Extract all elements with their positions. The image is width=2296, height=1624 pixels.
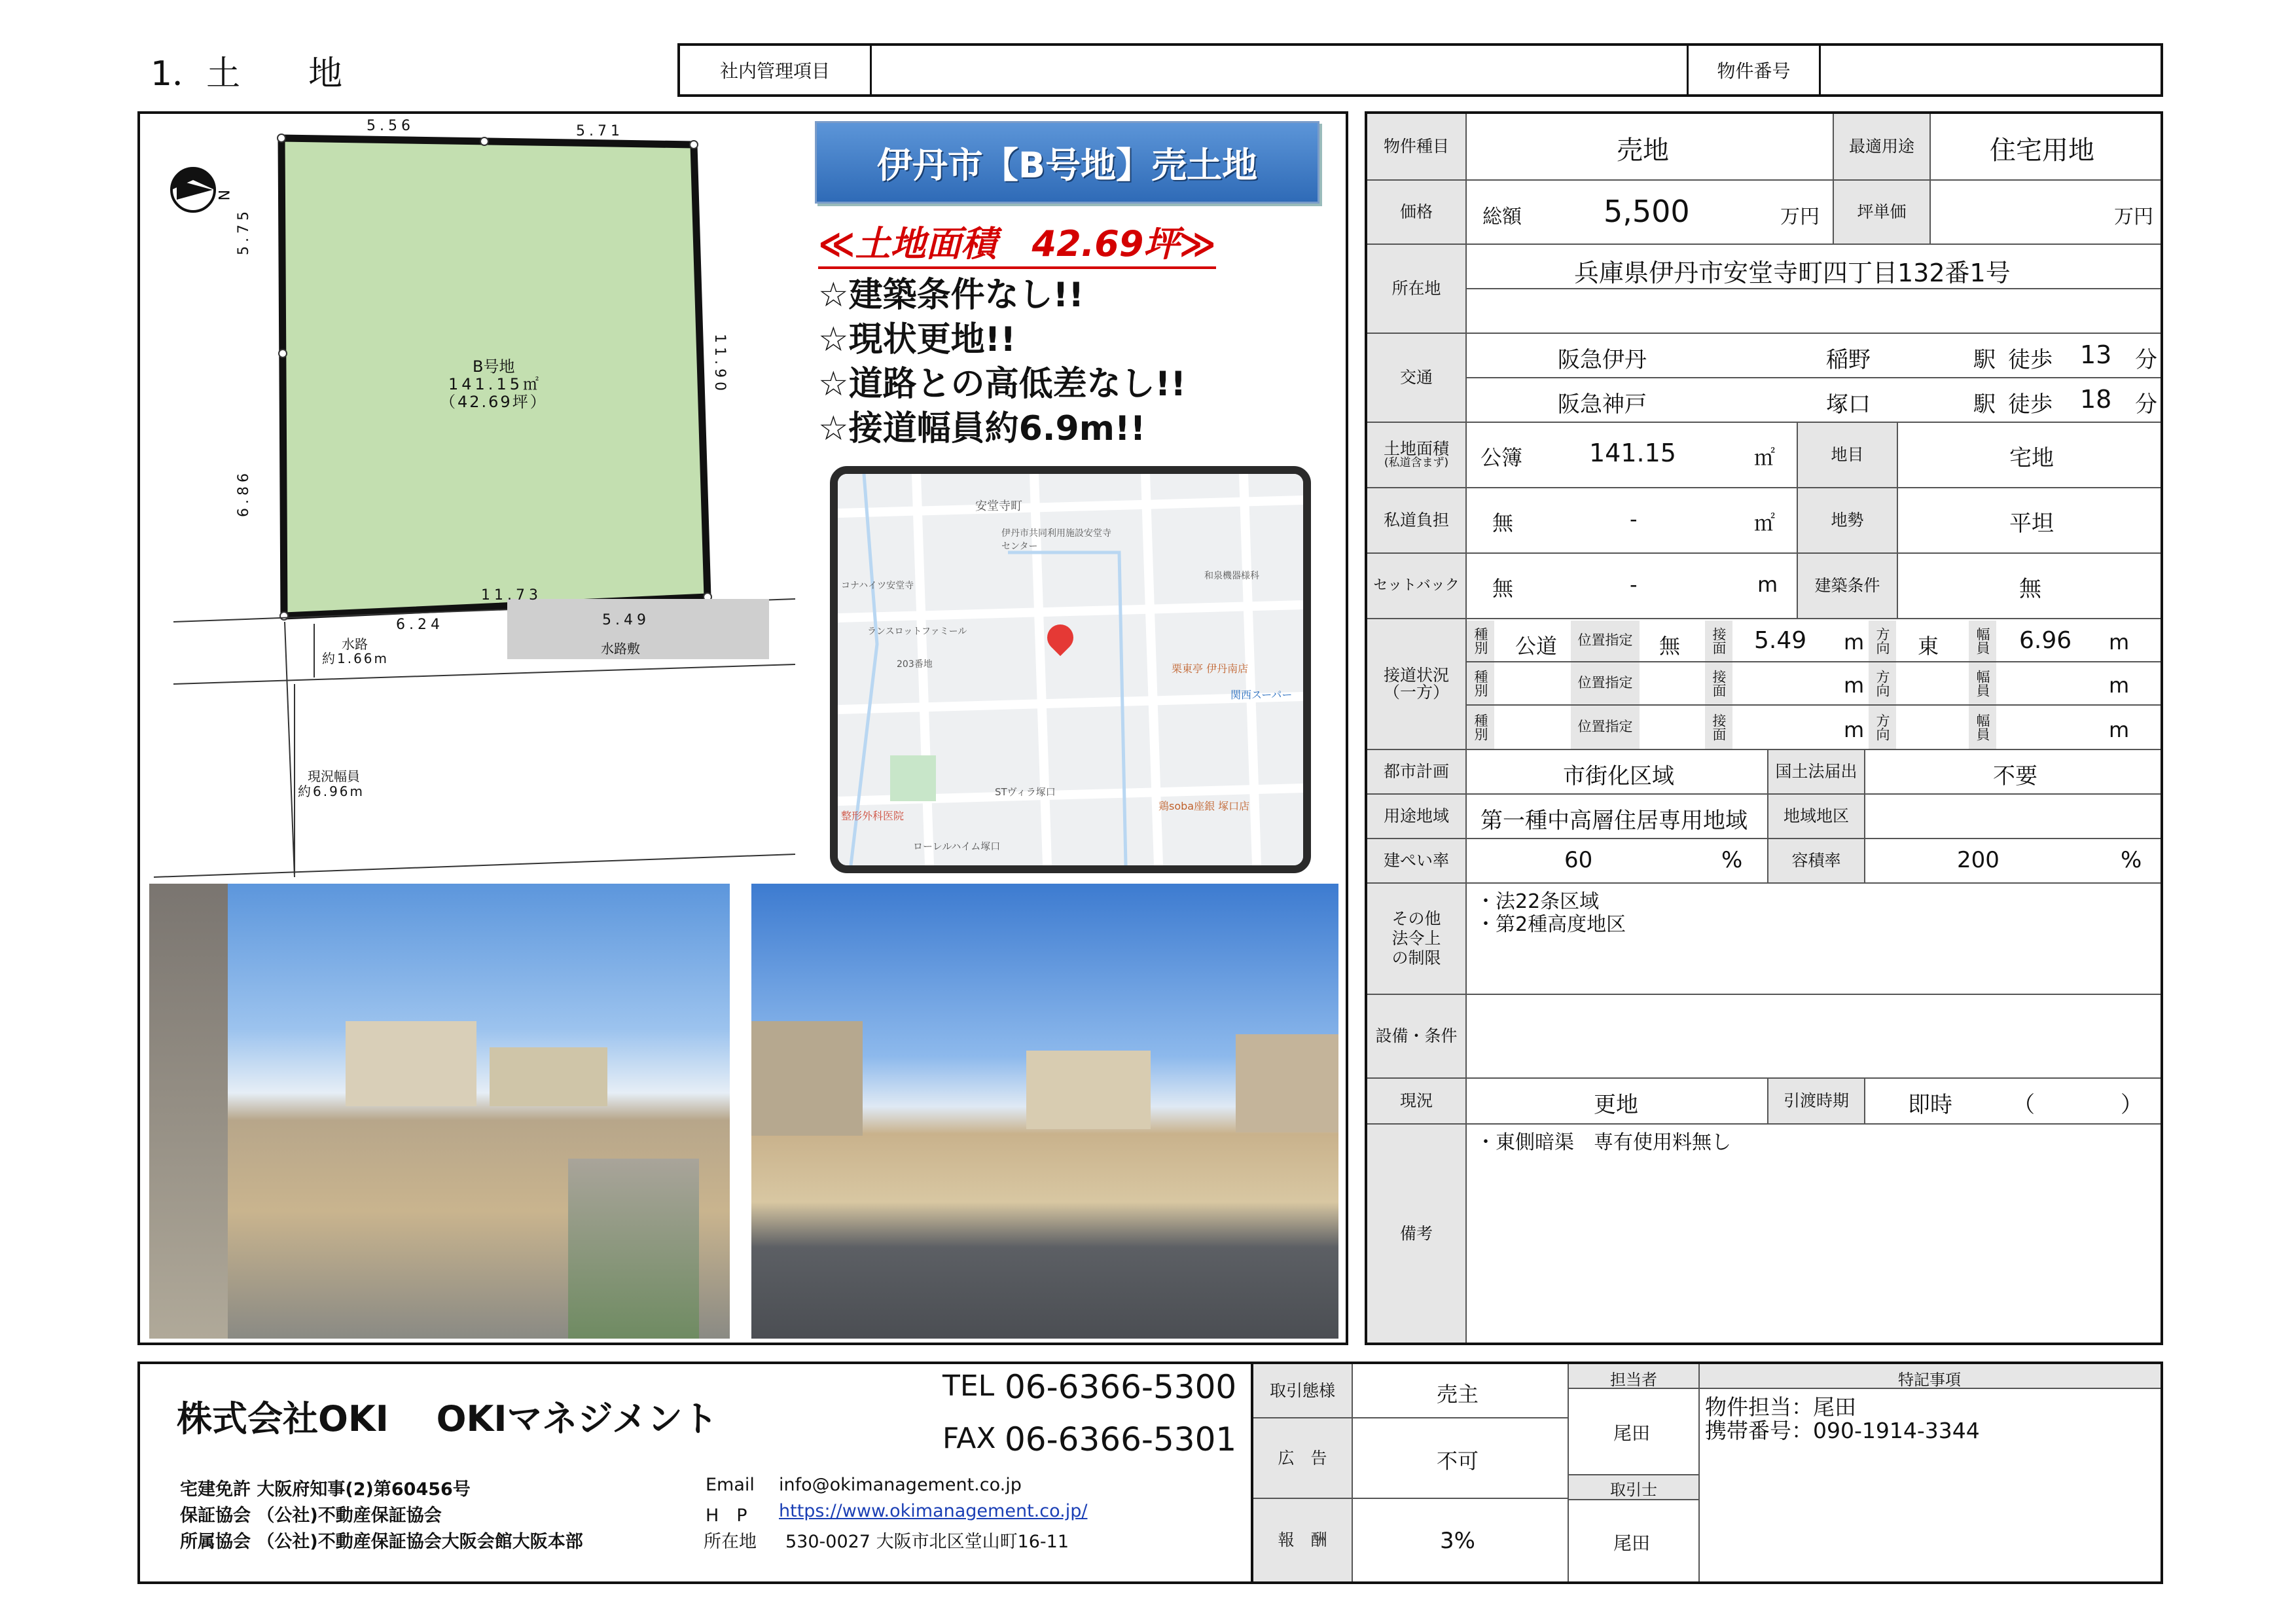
row-line xyxy=(1367,749,2161,750)
road-dir-label-2: 方向 xyxy=(1869,662,1896,704)
staff-label: 担当者 xyxy=(1610,1371,1657,1389)
waterway-width: 約1.66m xyxy=(322,651,389,666)
row-line xyxy=(1367,1123,2161,1125)
private-road-value: 無 xyxy=(1492,511,1514,535)
row-line xyxy=(1367,333,2161,334)
status-label: 現況 xyxy=(1367,1079,1465,1123)
private-road-label: 私道負担 xyxy=(1367,488,1465,552)
row-line xyxy=(1367,1077,2161,1079)
road-width-unit-2: m xyxy=(2109,673,2130,698)
row-line xyxy=(1367,244,2161,245)
row-line xyxy=(1367,882,2161,884)
private-road-dash: - xyxy=(1630,507,1638,532)
road-kind-1: 公道 xyxy=(1515,634,1558,659)
property-no-value[interactable] xyxy=(1821,46,2161,94)
address-label: 所在地 xyxy=(704,1532,757,1552)
bcr-label: 建ぺい率 xyxy=(1367,839,1465,882)
lot-name: B号地 xyxy=(473,357,515,376)
photo-1-house-2 xyxy=(490,1047,607,1106)
road-dim-right: 5.49 xyxy=(602,612,650,628)
tsubo-price-unit: 万円 xyxy=(2114,206,2153,228)
status-value: 更地 xyxy=(1594,1092,1638,1118)
road-width-1: 6.96 xyxy=(2019,627,2072,654)
broker-value: 尾田 xyxy=(1613,1532,1651,1554)
road-access-label xyxy=(1367,619,1465,749)
road-dim-left: 6.24 xyxy=(396,617,444,633)
hp-label: H P xyxy=(706,1506,747,1526)
map-label-7: 栗東亭 伊丹南店 xyxy=(1172,662,1249,675)
setback-value: 無 xyxy=(1492,576,1514,601)
road-frontage-label-3: 接面 xyxy=(1705,706,1732,749)
map-label-5: 203番地 xyxy=(897,659,933,670)
photo-2-house xyxy=(1026,1051,1151,1129)
kokudo-value: 不要 xyxy=(1993,763,2037,789)
row-line xyxy=(1465,704,2161,706)
price-label: 価格 xyxy=(1367,181,1465,244)
far-value: 200 xyxy=(1957,847,2000,873)
mgmt-label: 社内管理項目 xyxy=(680,46,872,94)
road-access-label-text: 接道状況 xyxy=(1383,665,1449,685)
transport-eki-1: 駅 xyxy=(1973,347,1996,373)
road-width-label-2: 幅員 xyxy=(1969,662,1996,704)
promo-point-4: ☆接道幅員約6.9m!! xyxy=(818,409,1146,448)
road-frontage-unit-3: m xyxy=(1844,717,1865,742)
land-area-label xyxy=(1367,423,1465,487)
handover-paren-close: ） xyxy=(2121,1092,2143,1118)
map-label-9: STヴィラ塚口 xyxy=(995,786,1056,798)
dim-bottom: 11.73 xyxy=(481,587,542,604)
location-label: 所在地 xyxy=(1367,245,1465,333)
compass-north-icon xyxy=(171,168,231,211)
far-label: 容積率 xyxy=(1767,839,1865,882)
total-label: 総額 xyxy=(1482,206,1522,228)
row-line xyxy=(1367,487,2161,488)
transport-station-2: 塚口 xyxy=(1826,391,1871,418)
fee-label: 報 酬 xyxy=(1253,1499,1352,1581)
road-dir-label-3: 方向 xyxy=(1869,706,1896,749)
road-frontage-unit-1: m xyxy=(1844,630,1865,655)
notes-label: 特記事項 xyxy=(1898,1371,1961,1389)
district-label: 地域地区 xyxy=(1767,795,1865,838)
lot-area-m2: 141.15㎡ xyxy=(448,375,542,393)
map-label-4: ランスロットファミール xyxy=(867,626,967,637)
terrain-value: 平坦 xyxy=(2009,511,2054,537)
kokudo-label: 国土法届出 xyxy=(1767,750,1865,793)
bcr-value: 60 xyxy=(1564,847,1593,873)
facility-label: 設備・条件 xyxy=(1367,995,1465,1077)
best-use-value: 住宅用地 xyxy=(1990,135,2094,166)
row-line xyxy=(1367,618,2161,619)
staff-value: 尾田 xyxy=(1613,1422,1651,1444)
ad-label: 広 告 xyxy=(1253,1418,1352,1498)
deal-label: 取引態様 xyxy=(1253,1364,1352,1417)
address-value: 530-0027 大阪市北区堂山町16-11 xyxy=(785,1532,1069,1552)
fax-number: 06-6366-5301 xyxy=(1005,1420,1237,1458)
dim-left-top: 5.75 xyxy=(236,208,252,255)
section-title: 1．土 地 xyxy=(151,54,343,94)
road-designation-1: 無 xyxy=(1659,634,1681,659)
dim-top-left: 5.56 xyxy=(367,118,414,134)
other-restrictions-label: その他法令上の制限 xyxy=(1367,884,1465,994)
chimoku-label: 地目 xyxy=(1797,423,1898,487)
map-label-1: 安堂寺町 xyxy=(975,499,1022,513)
footer-col-line xyxy=(1352,1364,1353,1581)
map-label-8: 関西スーパー xyxy=(1230,689,1293,701)
type-value: 売地 xyxy=(1617,135,1669,166)
photo-1-channel xyxy=(568,1159,699,1339)
footer-col-line xyxy=(1568,1364,1569,1581)
road-width-label: 現況幅員 xyxy=(308,768,360,784)
transport-minutes-1: 13 xyxy=(2080,340,2112,369)
road-frontage-1: 5.49 xyxy=(1754,627,1807,654)
location-value: 兵庫県伊丹市安堂寺町四丁目132番1号 xyxy=(1574,259,2011,287)
transport-unit-2: 分 xyxy=(2135,391,2157,418)
city-plan-label: 都市計画 xyxy=(1367,750,1465,793)
promo-point-2: ☆現状更地!! xyxy=(818,320,1016,359)
transport-line-2: 阪急神戸 xyxy=(1558,391,1647,418)
banner-title: 伊丹市【B号地】売土地 xyxy=(876,144,1258,186)
transport-station-1: 稲野 xyxy=(1826,347,1871,373)
guarantee: 保証協会 （公社)不動産保証協会 xyxy=(180,1506,442,1526)
photo-1-house xyxy=(346,1021,476,1106)
photo-1-wall xyxy=(149,884,228,1339)
tel-number[interactable]: 06-6366-5300 xyxy=(1005,1368,1237,1406)
transport-walk-1: 徒歩 xyxy=(2008,347,2053,373)
zoning-value: 第一種中高層住居専用地域 xyxy=(1480,808,1748,834)
other-item-2: ・第2種高度地区 xyxy=(1476,913,1626,936)
hp-link[interactable]: https://www.okimanagement.co.jp/ xyxy=(779,1501,1088,1521)
road-width-label-3: 幅員 xyxy=(1969,706,1996,749)
transport-eki-2: 駅 xyxy=(1973,391,1996,418)
notes-line-1: 物件担当：尾田 xyxy=(1705,1394,1856,1420)
far-unit: % xyxy=(2121,847,2142,873)
road-dir-label-1: 方向 xyxy=(1869,621,1896,661)
remarks-item-1: ・東側暗渠 専有使用料無し xyxy=(1476,1131,1731,1154)
best-use-label: 最適用途 xyxy=(1833,114,1931,179)
zoning-label: 用途地域 xyxy=(1367,795,1465,838)
association: 所属協会 （公社)不動産保証協会大阪会館大阪本部 xyxy=(180,1532,583,1552)
tel-label: TEL xyxy=(942,1369,995,1403)
setback-dash: - xyxy=(1630,572,1638,597)
email-value[interactable]: info@okimanagement.co.jp xyxy=(779,1475,1022,1495)
remarks-label: 備考 xyxy=(1367,1125,1465,1343)
land-area-kind: 公簿 xyxy=(1480,445,1523,470)
row-line xyxy=(1465,661,2161,662)
license: 宅建免許 大阪府知事(2)第60456号 xyxy=(180,1479,471,1500)
email-label: Email xyxy=(706,1475,755,1495)
road-frontage-unit-2: m xyxy=(1844,673,1865,698)
road-frontage-label-2: 接面 xyxy=(1705,662,1732,704)
transport-minutes-2: 18 xyxy=(2080,385,2112,414)
terrain-label: 地勢 xyxy=(1797,488,1898,552)
mgmt-value[interactable] xyxy=(872,46,1687,94)
map-label-11: 整形外科医院 xyxy=(841,810,905,822)
map-label-10: 鶏soba座銀 塚口店 xyxy=(1158,800,1250,812)
promo-banner xyxy=(815,121,1319,204)
road-kind-label-3: 種別 xyxy=(1467,706,1494,749)
site-photo-2 xyxy=(751,884,1338,1339)
total-unit: 万円 xyxy=(1780,206,1820,228)
row-line xyxy=(1367,838,2161,839)
fee-value: 3% xyxy=(1440,1528,1475,1554)
photo-2-house-left xyxy=(751,1021,863,1136)
row-line xyxy=(1367,994,2161,995)
ad-value: 不可 xyxy=(1437,1449,1479,1473)
road-kind-label-2: 種別 xyxy=(1467,662,1494,704)
road-frontage-label-1: 接面 xyxy=(1705,621,1732,661)
road-designation-label-3: 位置指定 xyxy=(1571,706,1640,749)
road-access-label-sub: （一方） xyxy=(1383,683,1449,702)
city-plan-value: 市街化区域 xyxy=(1563,763,1674,789)
road-kind-label-1: 種別 xyxy=(1467,621,1494,661)
other-item-1: ・法22条区域 xyxy=(1476,890,1600,913)
handover-label: 引渡時期 xyxy=(1767,1079,1865,1123)
map-label-2: 伊丹市共同利用施設安堂寺センター xyxy=(1001,528,1111,552)
dim-left-bottom: 6.86 xyxy=(236,469,252,517)
site-photo-1 xyxy=(149,884,730,1339)
map-label-3: コナハイツ安堂寺 xyxy=(841,581,914,591)
notes-line-2: 携帯番号：090-1914-3344 xyxy=(1705,1418,1980,1443)
fax-label: FAX xyxy=(942,1422,996,1455)
promo-point-1: ☆建築条件なし!! xyxy=(818,276,1085,315)
handover-paren-open: （ xyxy=(2013,1092,2035,1118)
private-road-unit: ㎡ xyxy=(1754,511,1776,535)
row-line xyxy=(1367,179,2161,181)
company-name: 株式会社OKI OKIマネジメント xyxy=(177,1398,718,1439)
photo-2-house-right xyxy=(1236,1034,1338,1132)
road-width-unit-1: m xyxy=(2109,630,2130,655)
property-no-label: 物件番号 xyxy=(1687,46,1821,94)
waterway-label: 水路 xyxy=(342,636,368,652)
road-width-value: 約6.96m xyxy=(298,784,365,799)
promo-point-3: ☆道路との高低差なし!! xyxy=(818,365,1187,404)
land-area-note: (私道含まず) xyxy=(1384,456,1449,470)
row-line xyxy=(1367,422,2161,423)
chimoku-value: 宅地 xyxy=(2009,445,2054,471)
bcr-unit: % xyxy=(1721,847,1743,873)
land-area-value: 141.15 xyxy=(1589,439,1676,467)
road-designation-label-1: 位置指定 xyxy=(1571,621,1640,661)
land-area-highlight: ≪土地面積 42.69坪≫ xyxy=(818,216,1216,269)
svg-text:N: N xyxy=(215,190,231,201)
total-value: 5,500 xyxy=(1604,194,1690,229)
row-line xyxy=(1465,377,2161,378)
footer-col-line xyxy=(1698,1364,1700,1581)
road-width-label-1: 幅員 xyxy=(1969,621,1996,661)
transport-line-1: 阪急伊丹 xyxy=(1558,347,1647,373)
broker-label: 取引士 xyxy=(1610,1481,1657,1499)
dim-right: 11.90 xyxy=(711,334,728,395)
transport-unit-1: 分 xyxy=(2135,347,2157,373)
deal-value: 売主 xyxy=(1437,1382,1479,1407)
waterway-land-label: 水路敷 xyxy=(601,641,640,657)
location-map[interactable] xyxy=(830,466,1311,873)
header-management-box xyxy=(677,43,2163,97)
dim-top-right: 5.71 xyxy=(576,123,624,139)
row-line xyxy=(1367,793,2161,795)
map-label-6: 和泉機器様科 xyxy=(1204,571,1259,581)
road-designation-label-2: 位置指定 xyxy=(1571,662,1640,704)
road-dir-1: 東 xyxy=(1918,634,1939,659)
lot-area-tsubo: （42.69坪） xyxy=(440,393,548,411)
building-cond-label: 建築条件 xyxy=(1797,554,1898,618)
land-area-unit: ㎡ xyxy=(1754,445,1776,470)
transport-label: 交通 xyxy=(1367,334,1465,422)
building-cond-value: 無 xyxy=(2019,576,2041,602)
road-width-unit-3: m xyxy=(2109,717,2130,742)
tsubo-price-label: 坪単価 xyxy=(1833,181,1931,244)
type-label: 物件種目 xyxy=(1367,114,1465,179)
setback-label: セットバック xyxy=(1367,554,1465,618)
setback-unit: m xyxy=(1757,572,1778,597)
map-label-12: ローレルハイム塚口 xyxy=(913,840,1001,852)
row-line xyxy=(1367,552,2161,554)
land-area-label-text: 土地面積 xyxy=(1383,439,1449,458)
transport-walk-2: 徒歩 xyxy=(2008,391,2053,418)
handover-value: 即時 xyxy=(1908,1092,1952,1118)
